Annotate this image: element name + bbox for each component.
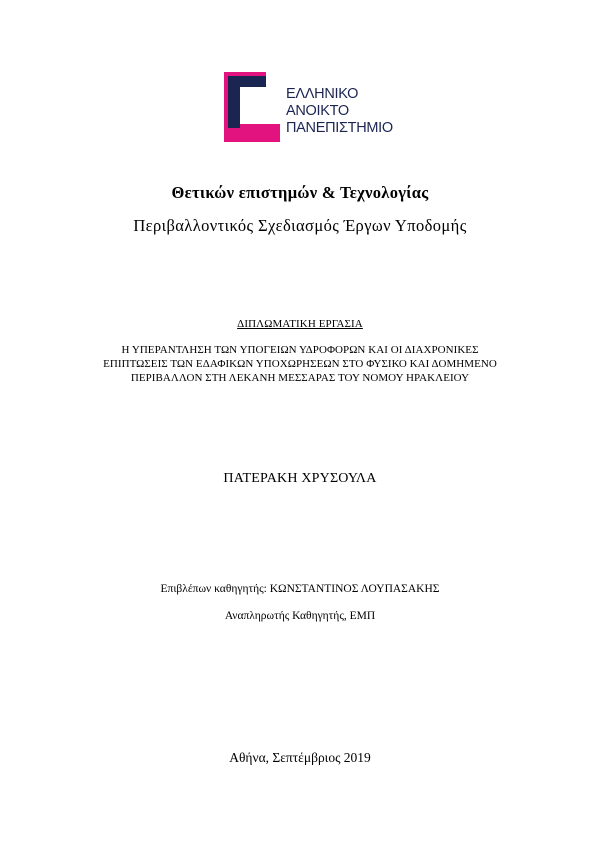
supervisor-role: Αναπληρωτής Καθηγητής, ΕΜΠ [224, 610, 376, 622]
thesis-title-line-2: ΕΠΙΠΤΩΣΕΙΣ ΤΩΝ ΕΔΑΦΙΚΩΝ ΥΠΟΧΩΡΗΣΕΩΝ ΣΤΟ ΦΥΣΙΚΟ ΚΑΙ ΔΟΜΗΜΕΝΟ [103, 358, 497, 370]
university-logo-mark [222, 72, 282, 142]
logo-line-1: ΕΛΛΗΝΙΚΟ [286, 86, 359, 102]
university-logo [222, 72, 412, 142]
supervisor-line: Επιβλέπων καθηγητής: ΚΩΝΣΤΑΝΤΙΝΟΣ ΛΟΥΠΑΣΑΚΗΣ [160, 583, 440, 595]
author-name: ΠΑΤΕΡΑΚΗ ΧΡΥΣΟΥΛΑ [223, 471, 377, 486]
university-logo-text [286, 86, 393, 137]
program-name: Περιβαλλοντικός Σχεδιασμός Έργων Υποδομής [133, 216, 467, 235]
place-date: Αθήνα, Σεπτέμβριος 2019 [229, 750, 371, 765]
logo-line-2: ΑΝΟΙΚΤΟ [286, 103, 349, 119]
thesis-title [0, 343, 600, 385]
logo-line-3: ΠΑΝΕΠΙΣΤΗΜΙΟ [286, 120, 393, 136]
school-name: Θετικών επιστημών & Τεχνολογίας [171, 183, 429, 202]
thesis-type-heading: ΔΙΠΛΩΜΑΤΙΚΗ ΕΡΓΑΣΙΑ [237, 318, 363, 330]
thesis-title-line-1: Η ΥΠΕΡΑΝΤΛΗΣΗ ΤΩΝ ΥΠΟΓΕΙΩΝ ΥΔΡΟΦΟΡΩΝ ΚΑΙ ΟΙ ΔΙΑΧΡΟΝΙΚΕΣ [121, 344, 479, 356]
thesis-title-line-3: ΠΕΡΙΒΑΛΛΟΝ ΣΤΗ ΛΕΚΑΝΗ ΜΕΣΣΑΡΑΣ ΤΟΥ ΝΟΜΟΥ ΗΡΑΚΛΕΙΟΥ [130, 372, 470, 384]
